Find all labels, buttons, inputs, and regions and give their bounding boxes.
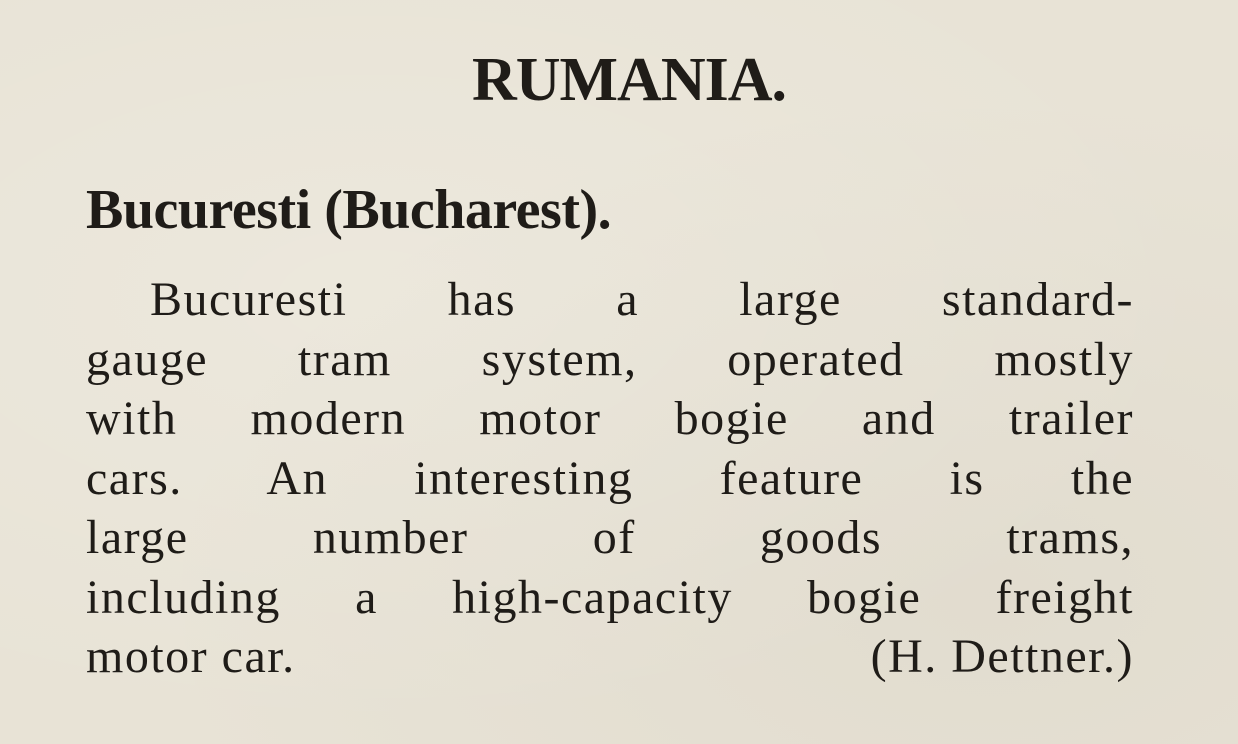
body-line: Bucuresti has a large standard- bbox=[150, 273, 1134, 326]
section-heading: RUMANIA. bbox=[471, 46, 787, 114]
body-line: cars. An interesting feature is the bbox=[86, 451, 1134, 505]
body-last-line bbox=[86, 627, 1134, 687]
body-line: with modern motor bogie and trailer bbox=[86, 392, 1134, 445]
body-line: large number of goods trams, bbox=[86, 511, 1134, 564]
article-body bbox=[86, 270, 1134, 687]
attribution: (H. Dettner.) bbox=[870, 630, 1134, 683]
city-subheading: Bucuresti (Bucharest). bbox=[86, 179, 612, 241]
body-line-end: motor car. bbox=[86, 630, 296, 683]
body-line: gauge tram system, operated mostly bbox=[86, 332, 1134, 386]
body-line: including a high-capacity bogie freight bbox=[86, 570, 1134, 624]
